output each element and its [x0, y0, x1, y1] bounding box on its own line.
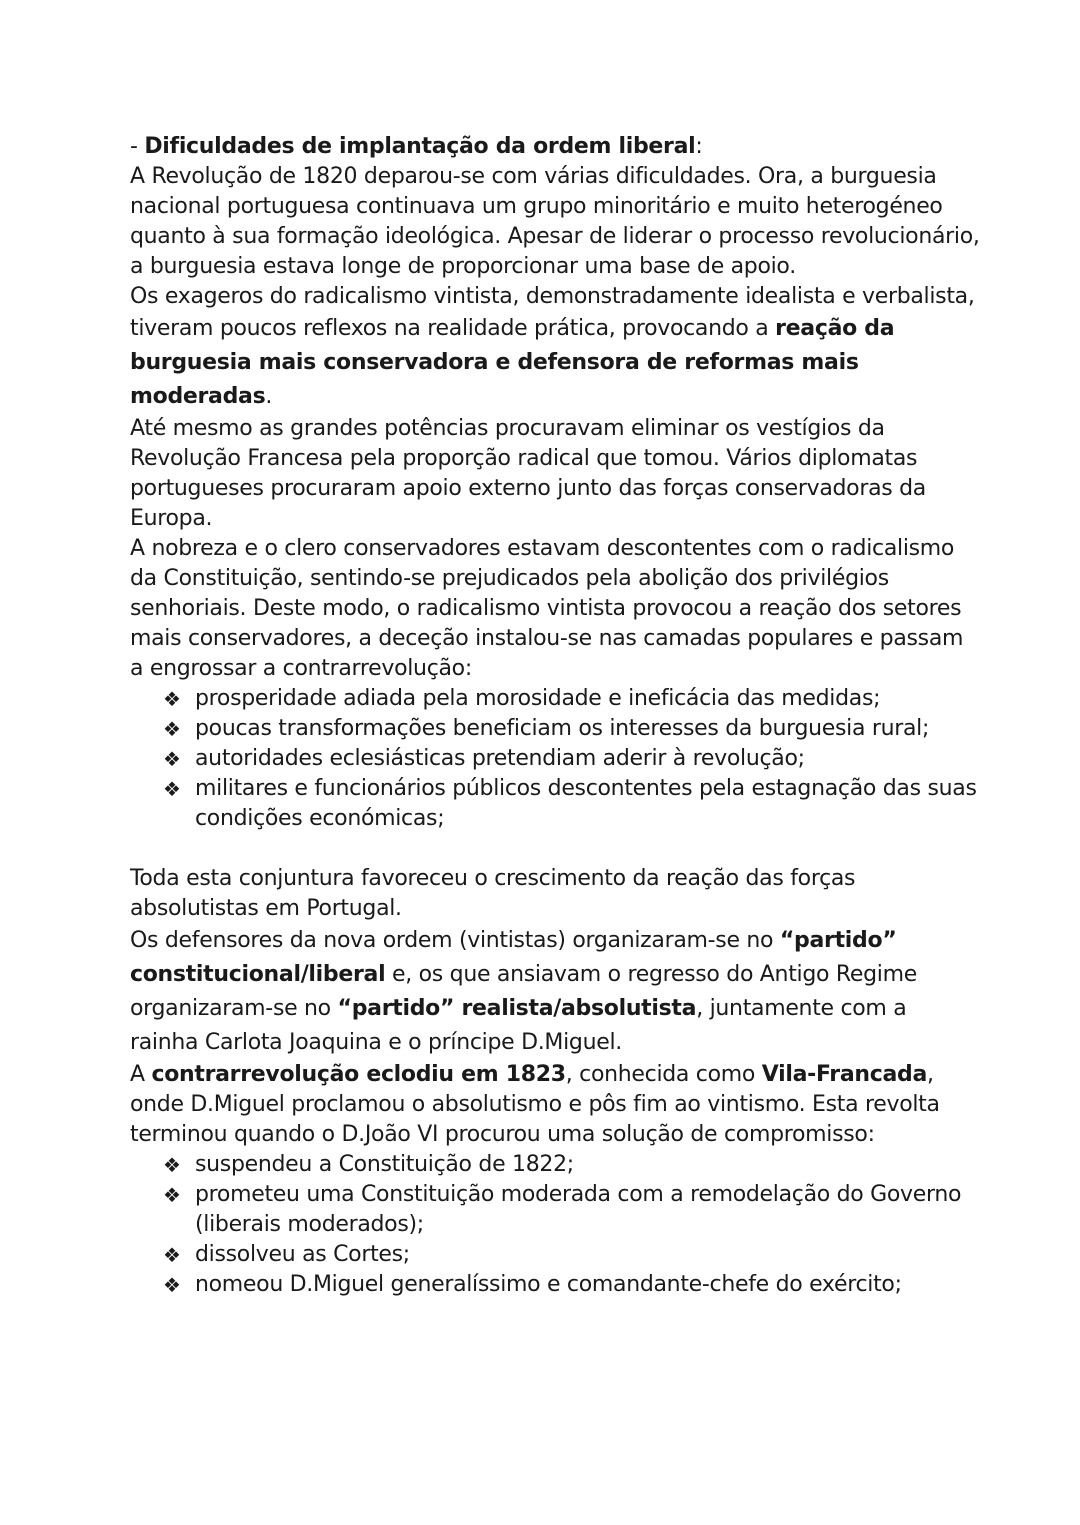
list-item-text: nomeou D.Miguel generalíssimo e comandante-chefe do exército; [195, 1272, 902, 1297]
list-item [163, 714, 980, 744]
paragraph-6 [130, 924, 980, 1060]
list-item-text: dissolveu as Cortes; [195, 1242, 410, 1267]
paragraph-7-text-1: A [130, 1062, 152, 1087]
diamond-bullet-icon: ❖ [163, 1153, 181, 1177]
paragraph-6-text-3: , juntamente com a rainha Carlota Joaquina e o príncipe D.Miguel. [130, 996, 907, 1055]
paragraph-7 [130, 1060, 980, 1150]
paragraph-6-bold-2: “partido” realista/absolutista [337, 996, 697, 1021]
list-item [163, 1150, 980, 1180]
paragraph-2-end: . [265, 384, 273, 409]
diamond-bullet-icon: ❖ [163, 687, 181, 711]
heading-prefix: - [130, 134, 145, 159]
paragraph-7-bold-1: contrarrevolução eclodiu em 1823 [151, 1062, 566, 1087]
diamond-bullet-icon: ❖ [163, 717, 181, 741]
spacer [130, 834, 980, 864]
list-item [163, 744, 980, 774]
paragraph-2-text: Os exageros do radicalismo vintista, demonstradamente idealista e verbalista, tiveram poucos reflexos na realidade prática, provocando a [130, 284, 975, 341]
paragraph-4: A nobreza e o clero conservadores estavam descontentes com o radicalismo da Constituição, sentindo-se prejudicados pela abolição dos privilégios senhoriais. Deste modo, o radicalismo vintista provocou a reação dos setores mais conservadores, a deceção instalou-se nas camadas populares e passam a engrossar a contrarrevolução: [130, 536, 964, 681]
list-item [163, 1180, 980, 1240]
list-item-text: prosperidade adiada pela morosidade e ineficácia das medidas; [195, 686, 881, 711]
paragraph-2 [130, 282, 980, 414]
list-item [163, 774, 980, 834]
paragraph-6-bold-1: “partido” constitucional/liberal [130, 928, 897, 987]
bullet-list-2 [130, 1150, 980, 1300]
list-item-text: poucas transformações beneficiam os interesses da burguesia rural; [195, 716, 930, 741]
section-heading [130, 132, 980, 162]
diamond-bullet-icon: ❖ [163, 1273, 181, 1297]
paragraph-5: Toda esta conjuntura favoreceu o crescimento da reação das forças absolutistas em Portugal. [130, 866, 856, 921]
diamond-bullet-icon: ❖ [163, 1243, 181, 1267]
diamond-bullet-icon: ❖ [163, 747, 181, 771]
list-item-text: autoridades eclesiásticas pretendiam aderir à revolução; [195, 746, 805, 771]
paragraph-7-bold-2: Vila-Francada [761, 1062, 928, 1087]
list-item-text: militares e funcionários públicos descontentes pela estagnação das suas condições económicas; [195, 776, 977, 831]
list-item-text: suspendeu a Constituição de 1822; [195, 1152, 574, 1177]
paragraph-2-bold: reação da burguesia mais conservadora e defensora de reformas mais moderadas [130, 316, 895, 409]
paragraph-7-text-3: , onde D.Miguel proclamou o absolutismo e pôs fim ao vintismo. Esta revolta terminou quando o D.João VI procurou uma solução de compromisso: [130, 1062, 940, 1147]
bullet-list-1 [130, 684, 980, 834]
diamond-bullet-icon: ❖ [163, 1183, 181, 1207]
paragraph-6-text-1: Os defensores da nova ordem (vintistas) organizaram-se no [130, 928, 780, 953]
paragraph-7-text-2: , conhecida como [565, 1062, 762, 1087]
paragraph-3: Até mesmo as grandes potências procuravam eliminar os vestígios da Revolução Francesa pela proporção radical que tomou. Vários diplomatas portugueses procuraram apoio externo junto das forças conservadoras da Europa. [130, 416, 926, 531]
paragraph-1: A Revolução de 1820 deparou-se com várias dificuldades. Ora, a burguesia nacional portuguesa continuava um grupo minoritário e muito heterogéneo quanto à sua formação ideológica. Apesar de liderar o processo revolucionário, a burguesia estava longe de proporcionar uma base de apoio. [130, 164, 980, 279]
list-item [163, 1270, 980, 1300]
heading-suffix: : [695, 134, 703, 159]
paragraph-6-text-2: e, os que ansiavam o regresso do Antigo Regime organizaram-se no [130, 962, 917, 1021]
heading-title: Dificuldades de implantação da ordem liberal [144, 134, 696, 159]
diamond-bullet-icon: ❖ [163, 777, 181, 801]
list-item-text: prometeu uma Constituição moderada com a remodelação do Governo (liberais moderados); [195, 1182, 962, 1237]
list-item [163, 1240, 980, 1270]
list-item [163, 684, 980, 714]
